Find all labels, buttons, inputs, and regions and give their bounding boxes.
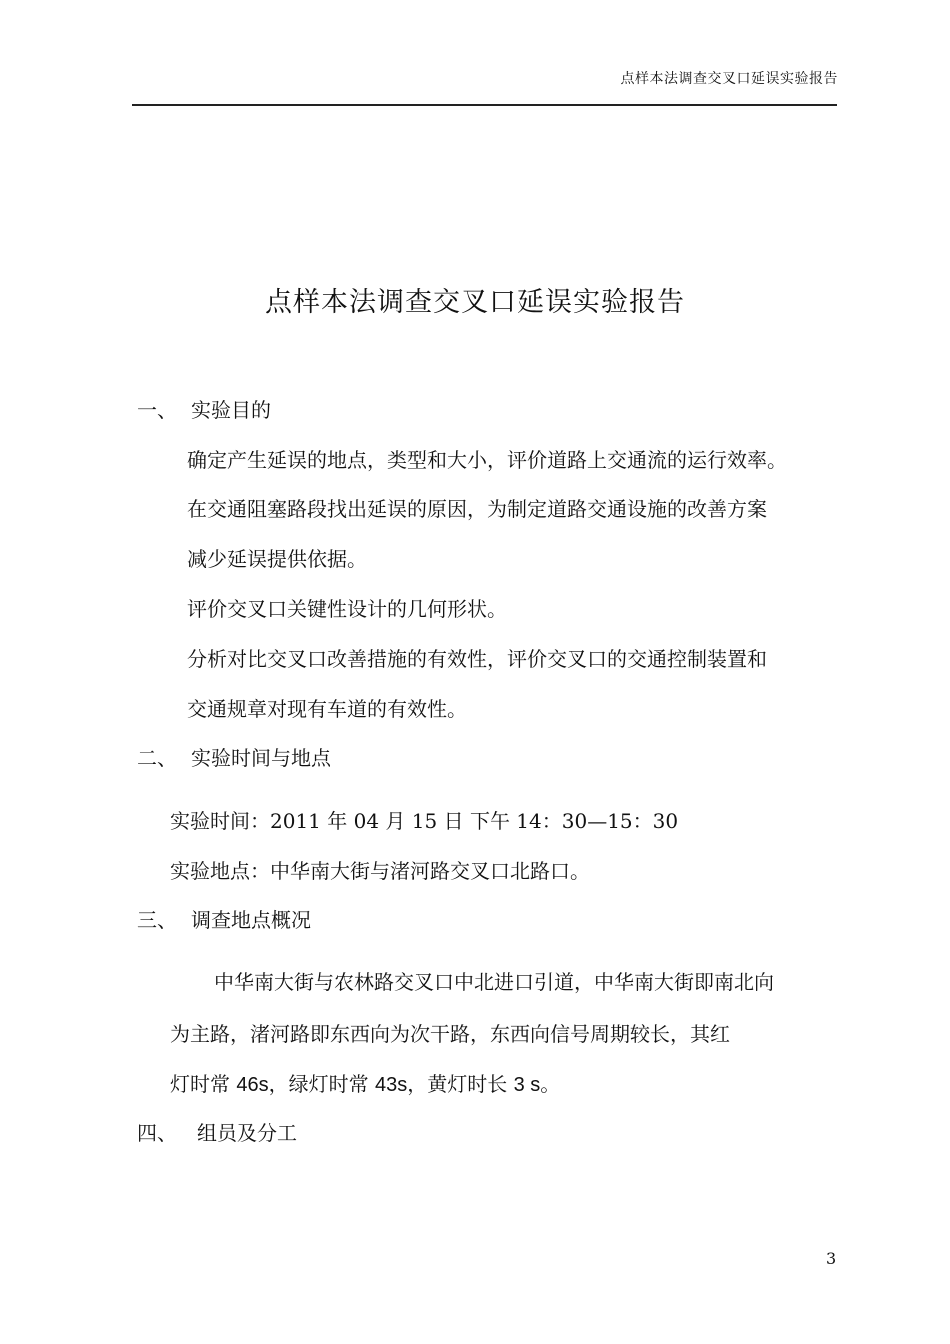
paragraph-line: 评价交叉口关键性设计的几何形状。 — [187, 597, 507, 621]
section-number: 二、 — [137, 746, 177, 770]
paragraph-line: 减少延误提供依据。 — [187, 547, 367, 571]
page-number: 3 — [826, 1249, 837, 1268]
section-number: 一、 — [137, 398, 177, 422]
yellow-light-duration: 3 s — [513, 1074, 541, 1096]
section-number: 四、 — [137, 1121, 177, 1145]
section-title: 调查地点概况 — [191, 908, 311, 932]
section-title: 组员及分工 — [197, 1121, 297, 1145]
text-part: ，绿灯时常 — [268, 1072, 375, 1096]
green-light-duration: 43s — [374, 1074, 408, 1096]
paragraph-line: 交通规章对现有车道的有效性。 — [187, 697, 467, 721]
text-part: ，黄灯时长 — [407, 1072, 514, 1096]
section-heading-2 — [137, 742, 331, 771]
signal-timing-line — [170, 1068, 560, 1097]
header-rule — [132, 104, 837, 106]
red-light-duration: 46s — [236, 1074, 269, 1096]
paragraph-line: 确定产生延误的地点，类型和大小，评价道路上交通流的运行效率。 — [187, 448, 787, 472]
document-title: 点样本法调查交叉口延误实验报告 — [265, 287, 685, 318]
paragraph-line: 中华南大街与农林路交叉口中北进口引道，中华南大街即南北向 — [214, 970, 774, 994]
text-part: 。 — [540, 1072, 561, 1096]
section-title: 实验时间与地点 — [191, 746, 331, 770]
section-number: 三、 — [137, 908, 177, 932]
paragraph-line: 为主路，渚河路即东西向为次干路，东西向信号周期较长，其红 — [170, 1022, 730, 1046]
experiment-location: 实验地点：中华南大街与渚河路交叉口北路口。 — [170, 859, 590, 883]
text-part: 灯时常 — [170, 1072, 237, 1096]
experiment-time: 实验时间：2011 年 04 月 15 日 下午 14：30—15：30 — [170, 809, 679, 833]
section-title: 实验目的 — [191, 398, 271, 422]
paragraph-line: 在交通阻塞路段找出延误的原因，为制定道路交通设施的改善方案 — [187, 497, 767, 521]
section-heading-3 — [137, 904, 311, 933]
paragraph-line: 分析对比交叉口改善措施的有效性，评价交叉口的交通控制装置和 — [187, 647, 767, 671]
section-heading-4 — [137, 1117, 297, 1146]
running-header: 点样本法调查交叉口延误实验报告 — [620, 71, 838, 87]
section-heading-1 — [137, 394, 271, 423]
